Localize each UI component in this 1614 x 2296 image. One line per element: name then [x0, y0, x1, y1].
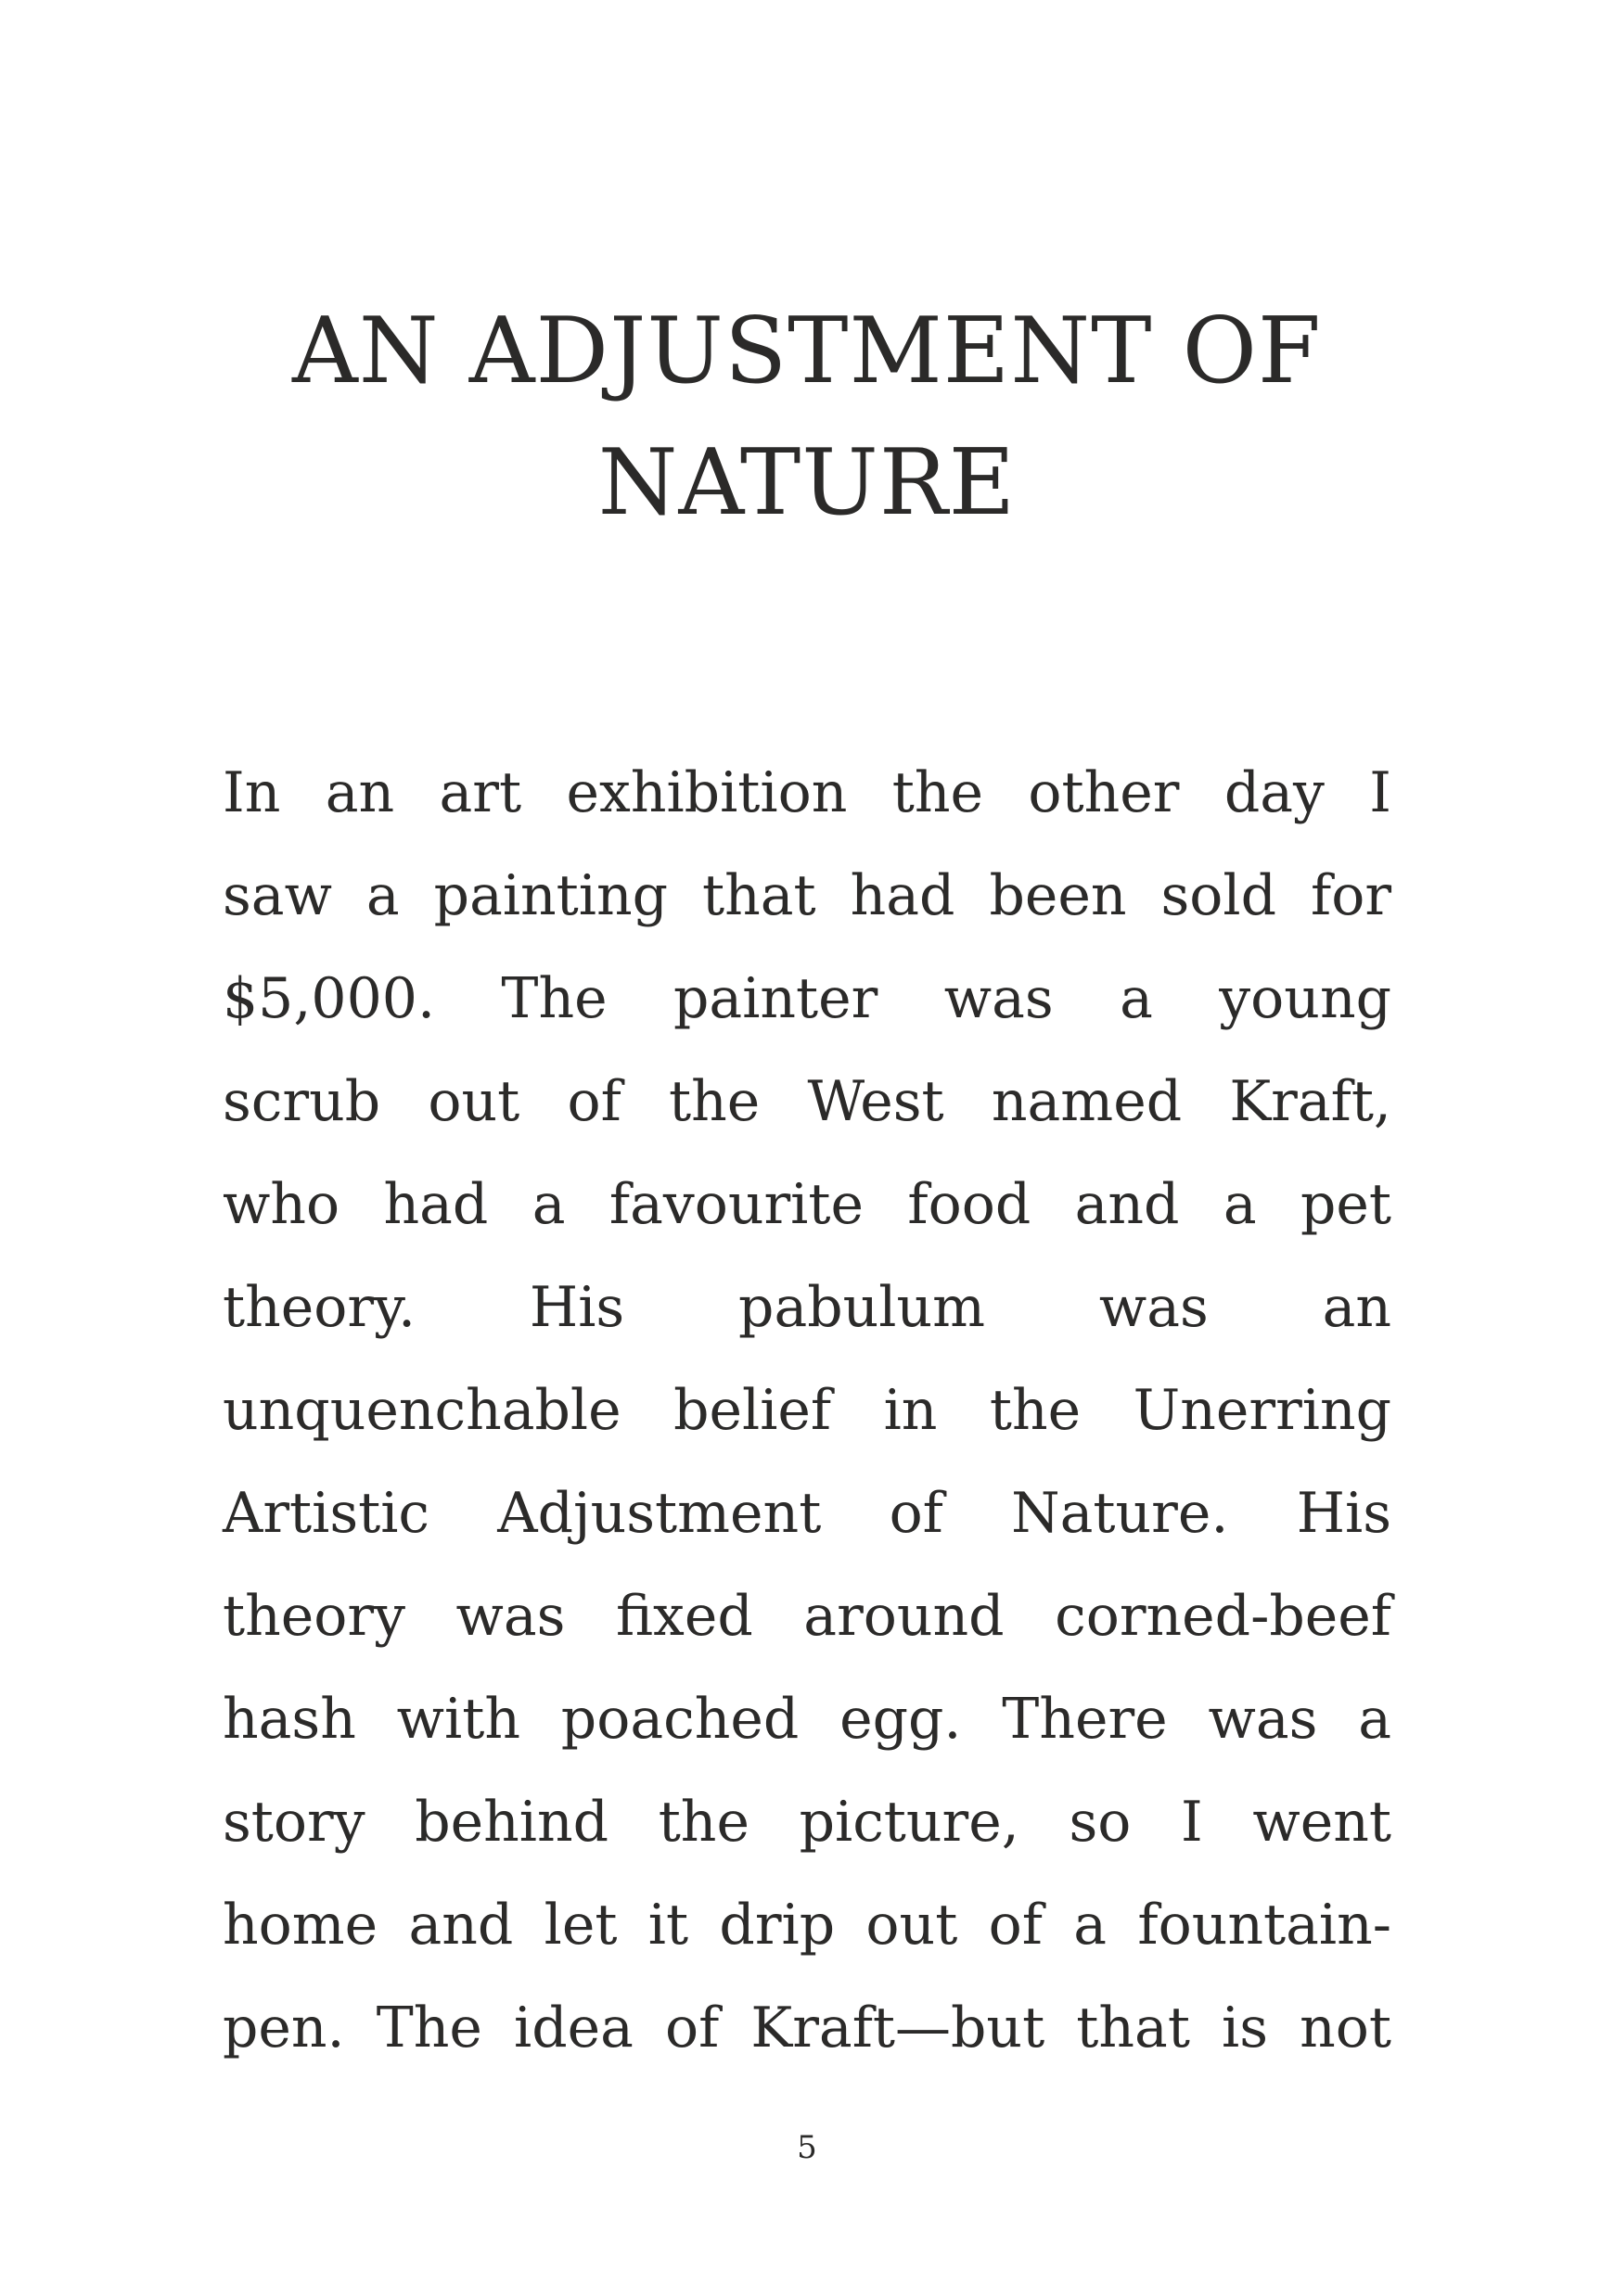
text-line: theory. His pabulum was an — [223, 1275, 1391, 1340]
body-paragraph — [223, 742, 1391, 2080]
page-number: 5 — [797, 2129, 817, 2166]
chapter-title — [186, 286, 1428, 549]
text-line: saw a painting that had been sold for — [223, 863, 1391, 928]
chapter-title-line-1: AN ADJUSTMENT OF — [292, 299, 1322, 404]
text-line: hash with poached egg. There was a — [223, 1687, 1391, 1752]
text-line: home and let it drip out of a fountain- — [223, 1893, 1391, 1958]
text-line: theory was fixed around corned-beef — [223, 1584, 1391, 1649]
text-line: pen. The idea of Kraft—but that is not — [223, 1996, 1391, 2060]
text-line: story behind the picture, so I went — [223, 1790, 1391, 1855]
text-line: who had a favourite food and a pet — [223, 1172, 1391, 1237]
text-line: unquenchable belief in the Unerring — [223, 1378, 1391, 1443]
text-line: scrub out of the West named Kraft, — [223, 1069, 1391, 1134]
text-line: Artistic Adjustment of Nature. His — [223, 1481, 1391, 1546]
text-line: $5,000. The painter was a young — [223, 966, 1391, 1031]
text-line: In an art exhibition the other day I — [223, 760, 1391, 825]
chapter-title-line-2: NATURE — [597, 430, 1017, 536]
